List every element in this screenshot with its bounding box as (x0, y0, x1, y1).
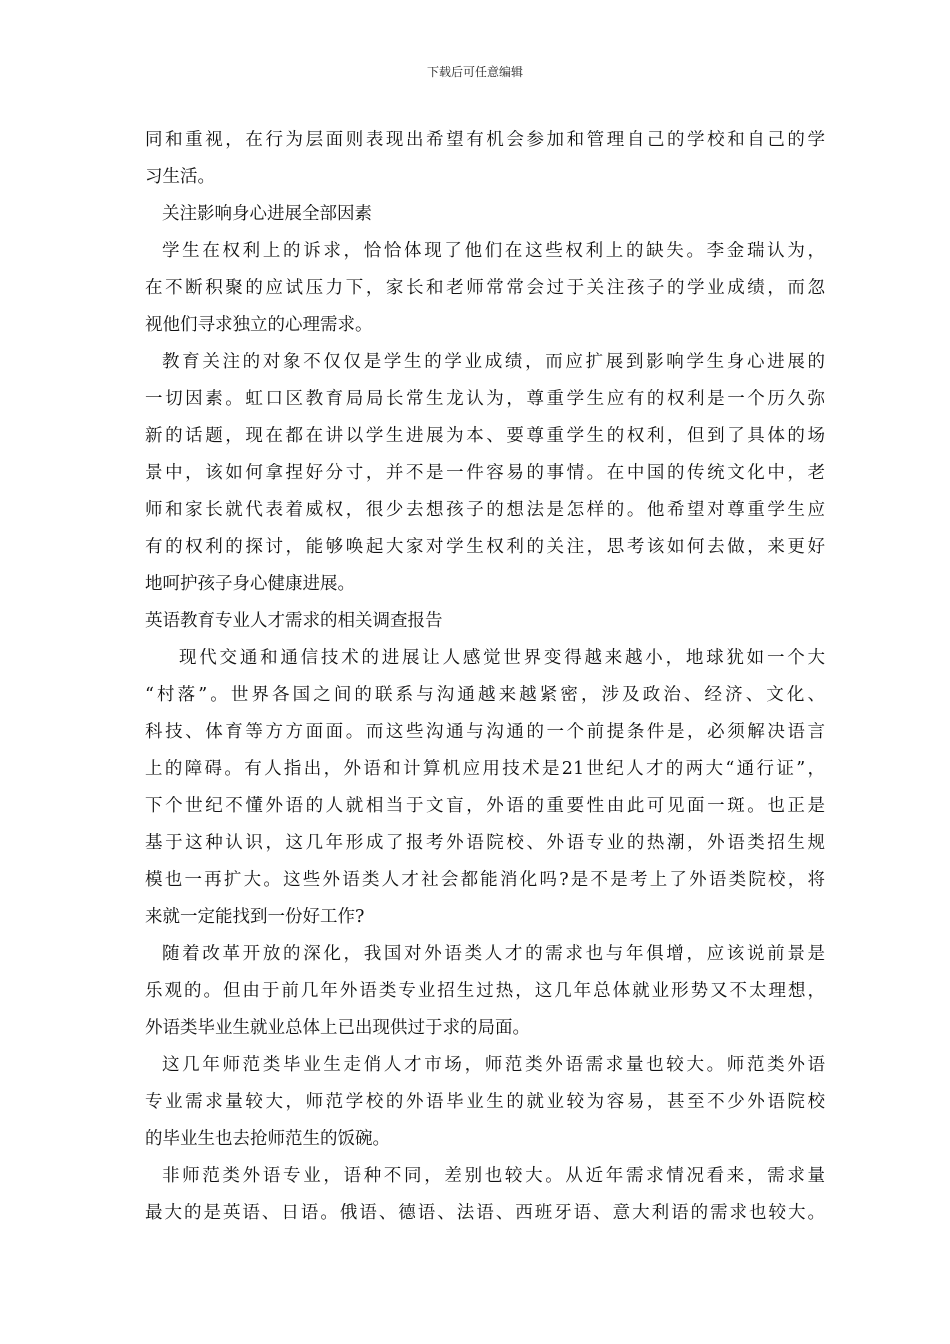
text-line: 外语类毕业生就业总体上已出现供过于求的局面。 (145, 1018, 530, 1038)
text-line: 在不断积聚的应试压力下，家长和老师常常会过于关注孩子的学业成绩，而忽 (145, 278, 825, 298)
text-line: 同和重视，在行为层面则表现出希望有机会参加和管理自己的学校和自己的学 (145, 130, 825, 150)
text-line: 的毕业生也去抢师范生的饭碗。 (145, 1129, 390, 1149)
text-line: “村落”。世界各国之间的联系与沟通越来越紧密，涉及政治、经济、文化、 (145, 685, 825, 705)
text-line: 新的话题，现在都在讲以学生进展为本、要尊重学生的权利，但到了具体的场 (145, 426, 825, 446)
text-line: 非师范类外语专业，语种不同，差别也较大。从近年需求情况看来，需求量 (162, 1166, 825, 1186)
text-line: 英语教育专业人才需求的相关调查报告 (145, 611, 443, 631)
text-line: 专业需求量较大，师范学校的外语毕业生的就业较为容易，甚至不少外语院校 (145, 1092, 825, 1112)
text-line: 关注影响身心进展全部因素 (162, 204, 372, 224)
text-line: 下个世纪不懂外语的人就相当于文盲，外语的重要性由此可见面一斑。也正是 (145, 796, 825, 816)
text-line: 这几年师范类毕业生走俏人才市场，师范类外语需求量也较大。师范类外语 (162, 1055, 825, 1075)
text-line: 有的权利的探讨，能够唤起大家对学生权利的关注，思考该如何去做，来更好 (145, 537, 825, 557)
text-line: 学生在权利上的诉求，恰恰体现了他们在这些权利上的缺失。李金瑞认为， (162, 241, 825, 261)
text-line: 来就一定能找到一份好工作? (145, 907, 365, 927)
text-line: 景中，该如何拿捏好分寸，并不是一件容易的事情。在中国的传统文化中，老 (145, 463, 825, 483)
page-header: 下载后可任意编辑 (426, 65, 523, 79)
text-line: 最大的是英语、日语。俄语、德语、法语、西班牙语、意大利语的需求也较大。 (145, 1203, 825, 1223)
text-line: 师和家长就代表着威权，很少去想孩子的想法是怎样的。他希望对尊重学生应 (145, 500, 825, 520)
text-line: 乐观的。但由于前几年外语类专业招生过热，这几年总体就业形势又不太理想， (145, 981, 825, 1001)
text-line: 教育关注的对象不仅仅是学生的学业成绩，而应扩展到影响学生身心进展的 (162, 352, 825, 372)
text-line: 上的障碍。有人指出，外语和计算机应用技术是21世纪人才的两大“通行证”， (145, 759, 825, 779)
text-line: 科技、体育等方方面面。而这些沟通与沟通的一个前提条件是，必须解决语言 (145, 722, 825, 742)
text-line: 随着改革开放的深化，我国对外语类人才的需求也与年俱增，应该说前景是 (162, 944, 825, 964)
text-line: 现代交通和通信技术的进展让人感觉世界变得越来越小，地球犹如一个大 (179, 648, 825, 668)
text-line: 模也一再扩大。这些外语类人才社会都能消化吗?是不是考上了外语类院校，将 (145, 870, 825, 890)
text-line: 地呵护孩子身心健康进展。 (145, 574, 355, 594)
text-line: 一切因素。虹口区教育局局长常生龙认为，尊重学生应有的权利是一个历久弥 (145, 389, 825, 409)
text-line: 基于这种认识，这几年形成了报考外语院校、外语专业的热潮，外语类招生规 (145, 833, 825, 853)
text-line: 视他们寻求独立的心理需求。 (145, 315, 373, 335)
document-body (145, 122, 825, 1232)
text-line: 习生活。 (145, 167, 215, 187)
